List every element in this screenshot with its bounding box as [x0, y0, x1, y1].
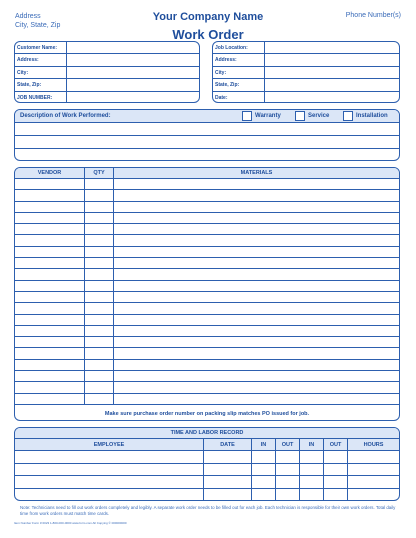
- materials-cell[interactable]: [114, 235, 399, 245]
- qty-cell[interactable]: [85, 292, 114, 302]
- vendor-cell[interactable]: [15, 371, 85, 381]
- job-address-row: [213, 54, 399, 66]
- field-label: State, Zip:: [15, 79, 67, 90]
- job-state-zip-row: [213, 79, 399, 91]
- materials-row: [15, 202, 399, 213]
- qty-cell[interactable]: [85, 247, 114, 257]
- hours-cell[interactable]: [348, 489, 399, 501]
- customer-state-zip-row: [15, 79, 199, 91]
- hours-cell[interactable]: [348, 451, 399, 462]
- qty-cell[interactable]: [85, 382, 114, 392]
- in-header: IN: [252, 439, 276, 450]
- qty-cell[interactable]: [85, 303, 114, 313]
- warranty-checkbox[interactable]: [242, 111, 252, 121]
- out-cell[interactable]: [276, 476, 300, 487]
- materials-cell[interactable]: [114, 247, 399, 257]
- materials-cell[interactable]: [114, 179, 399, 189]
- vendor-cell[interactable]: [15, 213, 85, 223]
- field-label: Customer Name:: [15, 42, 67, 53]
- materials-cell[interactable]: [114, 326, 399, 336]
- materials-row: [15, 269, 399, 280]
- vendor-cell[interactable]: [15, 394, 85, 404]
- in-cell[interactable]: [300, 451, 324, 462]
- materials-cell[interactable]: [114, 213, 399, 223]
- job-number-row: [15, 92, 199, 103]
- description-line[interactable]: [15, 123, 399, 136]
- out-cell[interactable]: [324, 451, 348, 462]
- field-label: Date:: [213, 92, 265, 103]
- qty-header: QTY: [85, 168, 114, 178]
- field-label: City:: [15, 67, 67, 78]
- materials-cell[interactable]: [114, 371, 399, 381]
- materials-header: MATERIALS: [240, 170, 273, 176]
- out-header: OUT: [324, 439, 348, 450]
- hours-cell[interactable]: [348, 464, 399, 475]
- materials-row: [15, 326, 399, 337]
- materials-row: [15, 281, 399, 292]
- job-date-row: [213, 92, 399, 103]
- installation-checkbox[interactable]: [343, 111, 353, 121]
- vendor-cell[interactable]: [15, 315, 85, 325]
- materials-row: [15, 337, 399, 348]
- materials-row: [15, 292, 399, 303]
- date-cell[interactable]: [204, 451, 252, 462]
- out-cell[interactable]: [324, 489, 348, 501]
- employee-cell[interactable]: [15, 464, 204, 475]
- qty-cell[interactable]: [85, 235, 114, 245]
- materials-row: [15, 213, 399, 224]
- out-cell[interactable]: [324, 476, 348, 487]
- vendor-cell[interactable]: [15, 269, 85, 279]
- materials-cell[interactable]: [114, 292, 399, 302]
- employee-cell[interactable]: [15, 476, 204, 487]
- qty-cell[interactable]: [85, 371, 114, 381]
- vendor-cell[interactable]: [15, 292, 85, 302]
- in-cell[interactable]: [252, 476, 276, 487]
- work-description-box: [14, 109, 400, 161]
- service-label: Service: [308, 113, 330, 119]
- materials-cell[interactable]: [114, 303, 399, 313]
- qty-cell[interactable]: [85, 360, 114, 370]
- in-cell[interactable]: [300, 476, 324, 487]
- vendor-cell[interactable]: [15, 348, 85, 358]
- materials-cell[interactable]: [114, 269, 399, 279]
- in-cell[interactable]: [252, 451, 276, 462]
- in-cell[interactable]: [300, 464, 324, 475]
- qty-cell[interactable]: [85, 213, 114, 223]
- customer-name-field[interactable]: [67, 42, 199, 53]
- materials-cell[interactable]: [114, 258, 399, 268]
- qty-cell[interactable]: [85, 258, 114, 268]
- vendor-cell[interactable]: [15, 337, 85, 347]
- date-cell[interactable]: [204, 489, 252, 501]
- time-row: [15, 489, 399, 501]
- job-location-field[interactable]: [265, 42, 399, 53]
- materials-cell[interactable]: [114, 281, 399, 291]
- materials-row: [15, 247, 399, 258]
- customer-state-zip-field[interactable]: [67, 79, 199, 90]
- field-label: JOB NUMBER:: [15, 92, 67, 103]
- vendor-cell[interactable]: [15, 179, 85, 189]
- job-info-box: [212, 41, 400, 103]
- job-location-row: [213, 42, 399, 54]
- installation-label: Installation: [356, 113, 388, 119]
- description-line[interactable]: [15, 136, 399, 149]
- qty-cell[interactable]: [85, 326, 114, 336]
- form-title: Work Order: [172, 27, 244, 42]
- phone-numbers: Phone Number(s): [345, 12, 401, 19]
- qty-cell[interactable]: [85, 179, 114, 189]
- materials-cell[interactable]: [114, 315, 399, 325]
- out-header: OUT: [276, 439, 300, 450]
- qty-cell[interactable]: [85, 315, 114, 325]
- field-label: State, Zip:: [213, 79, 265, 90]
- time-labor-title: TIME AND LABOR RECORD: [15, 428, 399, 439]
- time-rows: [15, 451, 399, 501]
- vendor-cell[interactable]: [15, 281, 85, 291]
- vendor-cell[interactable]: [15, 202, 85, 212]
- date-header: DATE: [204, 439, 252, 450]
- date-cell[interactable]: [204, 476, 252, 487]
- vendor-header: VENDOR: [15, 168, 85, 178]
- hours-cell[interactable]: [348, 476, 399, 487]
- qty-cell[interactable]: [85, 348, 114, 358]
- out-cell[interactable]: [276, 451, 300, 462]
- materials-row: [15, 394, 399, 405]
- materials-row: [15, 382, 399, 393]
- materials-header-row: [15, 168, 399, 179]
- hours-header: HOURS: [363, 442, 384, 448]
- out-cell[interactable]: [276, 489, 300, 501]
- out-cell[interactable]: [324, 464, 348, 475]
- vendor-cell[interactable]: [15, 326, 85, 336]
- address-line-2: City, State, Zip: [15, 22, 61, 29]
- time-labor-record: [14, 427, 400, 501]
- materials-row: [15, 258, 399, 269]
- materials-row: [15, 235, 399, 246]
- out-cell[interactable]: [276, 464, 300, 475]
- vendor-cell[interactable]: [15, 258, 85, 268]
- qty-cell[interactable]: [85, 190, 114, 200]
- materials-row: [15, 348, 399, 359]
- field-label: Job Location:: [213, 42, 265, 53]
- customer-city-field[interactable]: [67, 67, 199, 78]
- description-line[interactable]: [15, 149, 399, 161]
- warranty-label: Warranty: [255, 113, 281, 119]
- materials-row: [15, 315, 399, 326]
- vendor-cell[interactable]: [15, 382, 85, 392]
- field-label: Address:: [15, 54, 67, 65]
- in-header: IN: [300, 439, 324, 450]
- materials-cell[interactable]: [114, 394, 399, 404]
- materials-cell[interactable]: [114, 337, 399, 347]
- vendor-cell[interactable]: [15, 247, 85, 257]
- vendor-cell[interactable]: [15, 235, 85, 245]
- time-row: [15, 464, 399, 476]
- customer-info-box: [14, 41, 200, 103]
- materials-row: [15, 303, 399, 314]
- service-checkbox[interactable]: [295, 111, 305, 121]
- materials-row: [15, 360, 399, 371]
- materials-row: [15, 190, 399, 201]
- materials-cell[interactable]: [114, 382, 399, 392]
- job-date-field[interactable]: [265, 92, 399, 103]
- time-row: [15, 451, 399, 463]
- job-address-field[interactable]: [265, 54, 399, 65]
- customer-city-row: [15, 67, 199, 79]
- fine-print: Item Number Form # 0023 1-800-000-0000 www.form.com All Copying © 000000000: [14, 521, 127, 525]
- vendor-cell[interactable]: [15, 303, 85, 313]
- customer-address-row: [15, 54, 199, 66]
- qty-cell[interactable]: [85, 337, 114, 347]
- vendor-cell[interactable]: [15, 224, 85, 234]
- date-cell[interactable]: [204, 464, 252, 475]
- materials-cell[interactable]: [114, 360, 399, 370]
- employee-cell[interactable]: [15, 451, 204, 462]
- materials-footer-note: Make sure purchase order number on packing slip matches PO issued for job.: [104, 411, 310, 417]
- time-header-row: [15, 439, 399, 451]
- in-cell[interactable]: [252, 464, 276, 475]
- time-row: [15, 476, 399, 488]
- materials-rows: [15, 179, 399, 405]
- job-city-field[interactable]: [265, 67, 399, 78]
- qty-cell[interactable]: [85, 394, 114, 404]
- customer-address-field[interactable]: [67, 54, 199, 65]
- company-name: Your Company Name: [152, 11, 264, 23]
- materials-row: [15, 179, 399, 190]
- employee-cell[interactable]: [15, 489, 204, 501]
- employee-header: EMPLOYEE: [15, 439, 204, 450]
- materials-cell[interactable]: [114, 190, 399, 200]
- vendor-cell[interactable]: [15, 360, 85, 370]
- materials-cell[interactable]: [114, 348, 399, 358]
- materials-cell[interactable]: [114, 202, 399, 212]
- job-state-zip-field[interactable]: [265, 79, 399, 90]
- in-cell[interactable]: [252, 489, 276, 501]
- description-title: Description of Work Performed:: [20, 113, 111, 119]
- field-label: Address:: [213, 54, 265, 65]
- job-number-field[interactable]: [67, 92, 199, 103]
- technician-note: Note: Technicians need to fill out work orders completely and legibly. A separate work order needs to be filled out for each job. Each technician is responsible for their own work orders. Total daily time from work orders must match time cards.: [20, 505, 396, 516]
- vendor-cell[interactable]: [15, 190, 85, 200]
- materials-row: [15, 371, 399, 382]
- qty-cell[interactable]: [85, 269, 114, 279]
- materials-row: [15, 224, 399, 235]
- description-header: [15, 110, 399, 123]
- customer-name-row: [15, 42, 199, 54]
- qty-cell[interactable]: [85, 224, 114, 234]
- field-label: City:: [213, 67, 265, 78]
- qty-cell[interactable]: [85, 281, 114, 291]
- address-line-1: Address: [15, 13, 41, 20]
- qty-cell[interactable]: [85, 202, 114, 212]
- materials-cell[interactable]: [114, 224, 399, 234]
- in-cell[interactable]: [300, 489, 324, 501]
- materials-table: [14, 167, 400, 421]
- job-city-row: [213, 67, 399, 79]
